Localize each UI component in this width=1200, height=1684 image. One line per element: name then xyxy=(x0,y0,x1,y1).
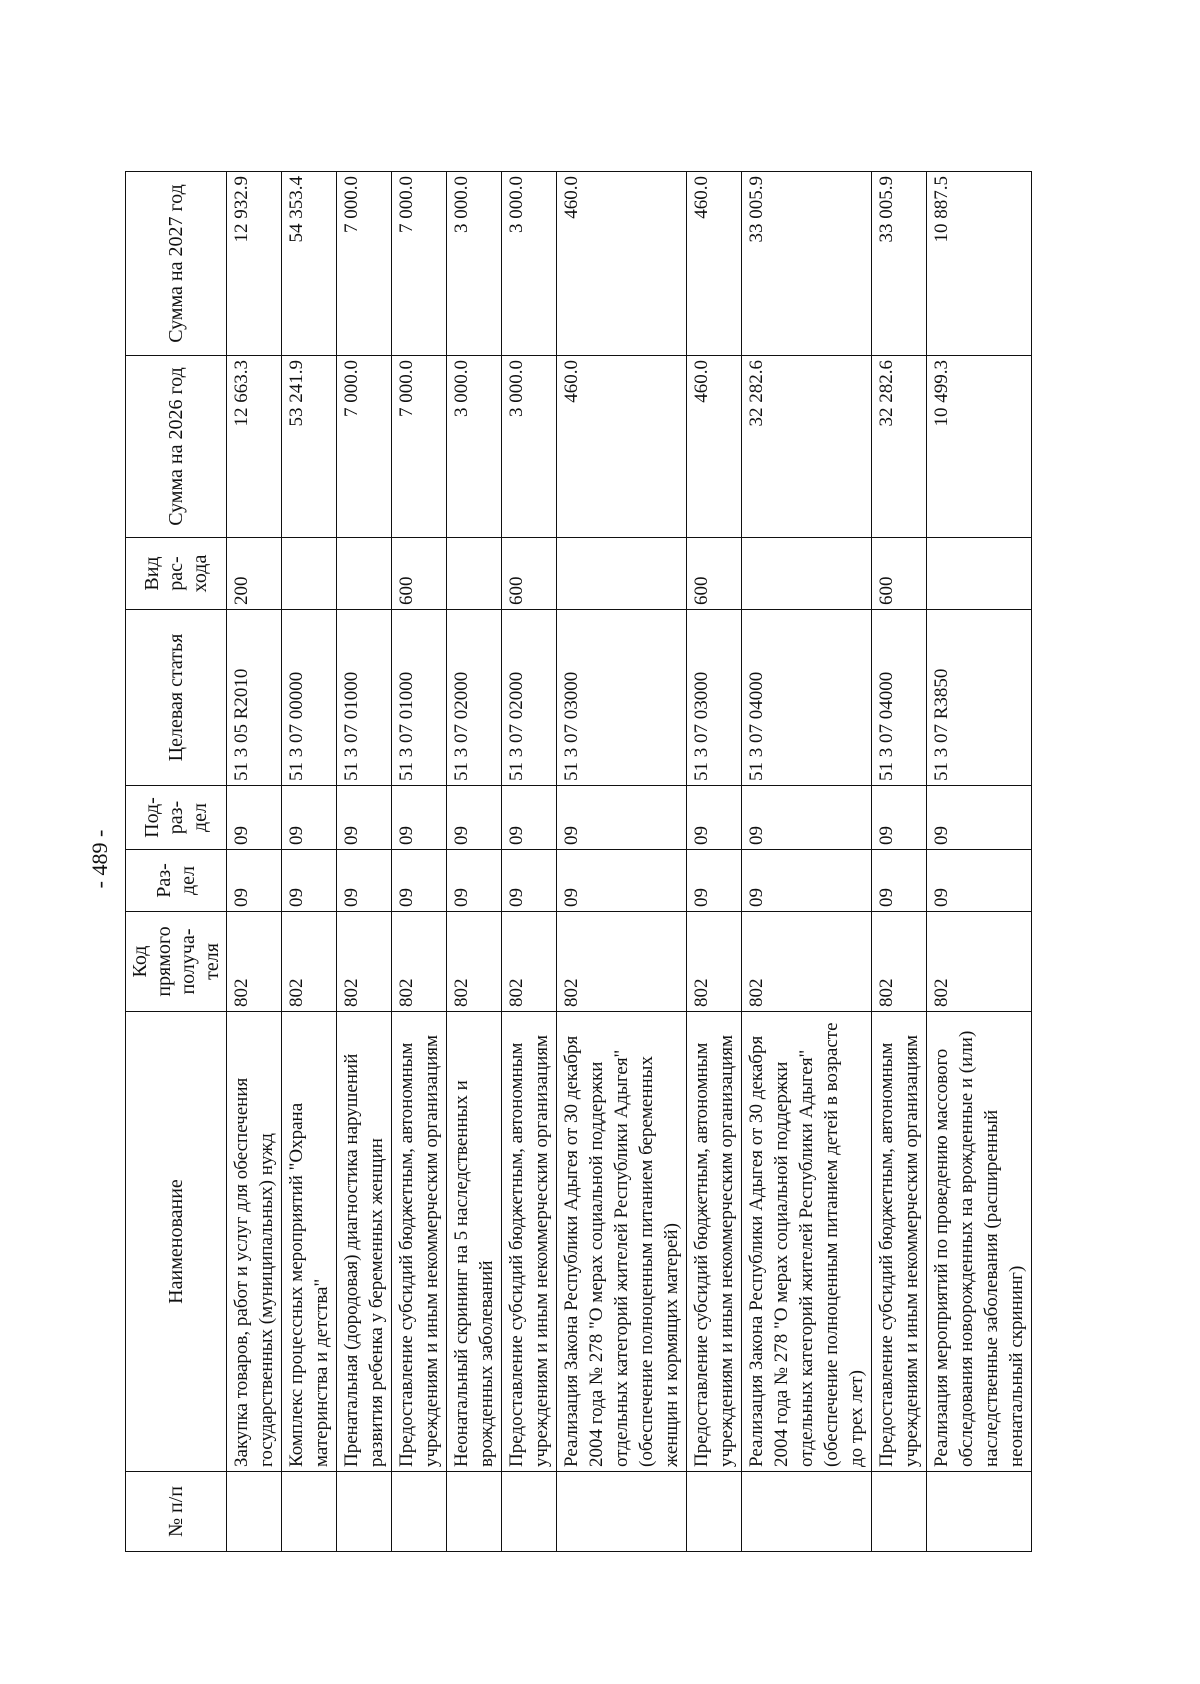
header-vid: Вид рас-хода xyxy=(126,538,227,610)
table-row xyxy=(742,172,872,1552)
row-sum-2026: 7 000.0 xyxy=(337,356,392,538)
row-sum-2027: 12 932.9 xyxy=(227,172,282,356)
row-name: Закупка товаров, работ и услуг для обеспечения государственных (муниципальных) нужд xyxy=(227,1012,282,1472)
row-num xyxy=(742,1472,872,1552)
row-name: Предоставление субсидий бюджетным, автономным учреждениям и иным некоммерческим организациям xyxy=(687,1012,742,1472)
header-podrazdel: Под-раз-дел xyxy=(126,786,227,850)
row-name: Реализация Закона Республики Адыгея от 30 декабря 2004 года № 278 "О мерах социальной поддержки отдельных категорий жителей Республики Адыгея" (обеспечение полноценным питанием детей в возрасте до трех лет) xyxy=(742,1012,872,1472)
row-name: Предоставление субсидий бюджетным, автономным учреждениям и иным некоммерческим организациям xyxy=(872,1012,927,1472)
table-row xyxy=(282,172,337,1552)
table-row xyxy=(557,172,687,1552)
row-podrazdel: 09 xyxy=(502,786,557,850)
row-sum-2027: 3 000.0 xyxy=(502,172,557,356)
page-number: - 489 - xyxy=(87,829,112,889)
row-statya: 51 3 07 02000 xyxy=(502,610,557,786)
row-name: Комплекс процессных мероприятий "Охрана материнства и детства" xyxy=(282,1012,337,1472)
row-vid xyxy=(447,538,502,610)
row-razdel: 09 xyxy=(557,850,687,912)
row-name: Реализация мероприятий по проведению массового обследования новорожденных на врожденные и (или) наследственные заболевания (расширенный неонатальный скрининг) xyxy=(927,1012,1032,1472)
row-vid: 200 xyxy=(227,538,282,610)
row-code: 802 xyxy=(282,912,337,1012)
row-sum-2027: 7 000.0 xyxy=(392,172,447,356)
row-statya: 51 3 07 02000 xyxy=(447,610,502,786)
row-statya: 51 3 05 R2010 xyxy=(227,610,282,786)
header-name: Наименование xyxy=(126,1012,227,1472)
row-code: 802 xyxy=(742,912,872,1012)
row-vid xyxy=(742,538,872,610)
row-sum-2027: 54 353.4 xyxy=(282,172,337,356)
row-num xyxy=(927,1472,1032,1552)
table-row xyxy=(337,172,392,1552)
row-podrazdel: 09 xyxy=(227,786,282,850)
row-code: 802 xyxy=(392,912,447,1012)
budget-table xyxy=(125,171,1032,1552)
table-row xyxy=(927,172,1032,1552)
row-sum-2027: 460.0 xyxy=(557,172,687,356)
row-statya: 51 3 07 01000 xyxy=(337,610,392,786)
table-row xyxy=(502,172,557,1552)
rotated-page xyxy=(85,172,1200,1552)
table-row xyxy=(872,172,927,1552)
row-sum-2027: 33 005.9 xyxy=(742,172,872,356)
row-num xyxy=(447,1472,502,1552)
row-sum-2026: 10 499.3 xyxy=(927,356,1032,538)
row-podrazdel: 09 xyxy=(687,786,742,850)
row-code: 802 xyxy=(337,912,392,1012)
row-podrazdel: 09 xyxy=(392,786,447,850)
table-row xyxy=(447,172,502,1552)
row-statya: 51 3 07 00000 xyxy=(282,610,337,786)
row-podrazdel: 09 xyxy=(282,786,337,850)
row-podrazdel: 09 xyxy=(337,786,392,850)
header-statya: Целевая статья xyxy=(126,610,227,786)
row-sum-2026: 7 000.0 xyxy=(392,356,447,538)
row-name: Предоставление субсидий бюджетным, автономным учреждениям и иным некоммерческим организациям xyxy=(392,1012,447,1472)
row-vid xyxy=(927,538,1032,610)
row-sum-2027: 460.0 xyxy=(687,172,742,356)
row-vid xyxy=(282,538,337,610)
row-num xyxy=(502,1472,557,1552)
row-vid: 600 xyxy=(687,538,742,610)
row-num xyxy=(282,1472,337,1552)
row-vid: 600 xyxy=(872,538,927,610)
header-sum-2027: Сумма на 2027 год xyxy=(126,172,227,356)
row-num xyxy=(872,1472,927,1552)
row-code: 802 xyxy=(872,912,927,1012)
row-vid xyxy=(337,538,392,610)
row-statya: 51 3 07 03000 xyxy=(557,610,687,786)
row-sum-2027: 10 887.5 xyxy=(927,172,1032,356)
table-header-row xyxy=(126,172,227,1552)
row-code: 802 xyxy=(502,912,557,1012)
row-vid: 600 xyxy=(392,538,447,610)
row-statya: 51 3 07 03000 xyxy=(687,610,742,786)
row-code: 802 xyxy=(557,912,687,1012)
header-num: № п/п xyxy=(126,1472,227,1552)
row-podrazdel: 09 xyxy=(927,786,1032,850)
row-name: Неонатальный скрининг на 5 наследственных и врожденных заболеваний xyxy=(447,1012,502,1472)
table-row xyxy=(687,172,742,1552)
row-sum-2027: 33 005.9 xyxy=(872,172,927,356)
row-code: 802 xyxy=(227,912,282,1012)
row-num xyxy=(557,1472,687,1552)
row-podrazdel: 09 xyxy=(447,786,502,850)
row-sum-2027: 7 000.0 xyxy=(337,172,392,356)
row-sum-2026: 12 663.3 xyxy=(227,356,282,538)
row-razdel: 09 xyxy=(742,850,872,912)
row-sum-2026: 32 282.6 xyxy=(742,356,872,538)
row-razdel: 09 xyxy=(337,850,392,912)
row-num xyxy=(227,1472,282,1552)
row-statya: 51 3 07 04000 xyxy=(872,610,927,786)
row-razdel: 09 xyxy=(927,850,1032,912)
row-num xyxy=(392,1472,447,1552)
row-razdel: 09 xyxy=(392,850,447,912)
row-razdel: 09 xyxy=(227,850,282,912)
row-name: Предоставление субсидий бюджетным, автономным учреждениям и иным некоммерческим организациям xyxy=(502,1012,557,1472)
row-vid xyxy=(557,538,687,610)
header-code: Код прямого получа-теля xyxy=(126,912,227,1012)
table-body xyxy=(227,172,1032,1552)
row-num xyxy=(687,1472,742,1552)
row-razdel: 09 xyxy=(447,850,502,912)
row-podrazdel: 09 xyxy=(742,786,872,850)
row-vid: 600 xyxy=(502,538,557,610)
row-statya: 51 3 07 R3850 xyxy=(927,610,1032,786)
row-name: Пренатальная (дородовая) диагностика нарушений развития ребенка у беременных женщин xyxy=(337,1012,392,1472)
row-sum-2027: 3 000.0 xyxy=(447,172,502,356)
table-row xyxy=(227,172,282,1552)
row-statya: 51 3 07 01000 xyxy=(392,610,447,786)
header-razdel: Раз-дел xyxy=(126,850,227,912)
row-podrazdel: 09 xyxy=(557,786,687,850)
row-code: 802 xyxy=(447,912,502,1012)
row-sum-2026: 460.0 xyxy=(687,356,742,538)
row-sum-2026: 3 000.0 xyxy=(502,356,557,538)
row-sum-2026: 32 282.6 xyxy=(872,356,927,538)
row-razdel: 09 xyxy=(872,850,927,912)
row-sum-2026: 3 000.0 xyxy=(447,356,502,538)
row-code: 802 xyxy=(687,912,742,1012)
row-name: Реализация Закона Республики Адыгея от 30 декабря 2004 года № 278 "О мерах социальной поддержки отдельных категорий жителей Республики Адыгея" (обеспечение полноценным питанием беременных женщин и кормящих матерей) xyxy=(557,1012,687,1472)
row-sum-2026: 53 241.9 xyxy=(282,356,337,538)
row-razdel: 09 xyxy=(502,850,557,912)
row-razdel: 09 xyxy=(687,850,742,912)
row-statya: 51 3 07 04000 xyxy=(742,610,872,786)
table-row xyxy=(392,172,447,1552)
row-razdel: 09 xyxy=(282,850,337,912)
row-code: 802 xyxy=(927,912,1032,1012)
row-sum-2026: 460.0 xyxy=(557,356,687,538)
row-num xyxy=(337,1472,392,1552)
row-podrazdel: 09 xyxy=(872,786,927,850)
header-sum-2026: Сумма на 2026 год xyxy=(126,356,227,538)
